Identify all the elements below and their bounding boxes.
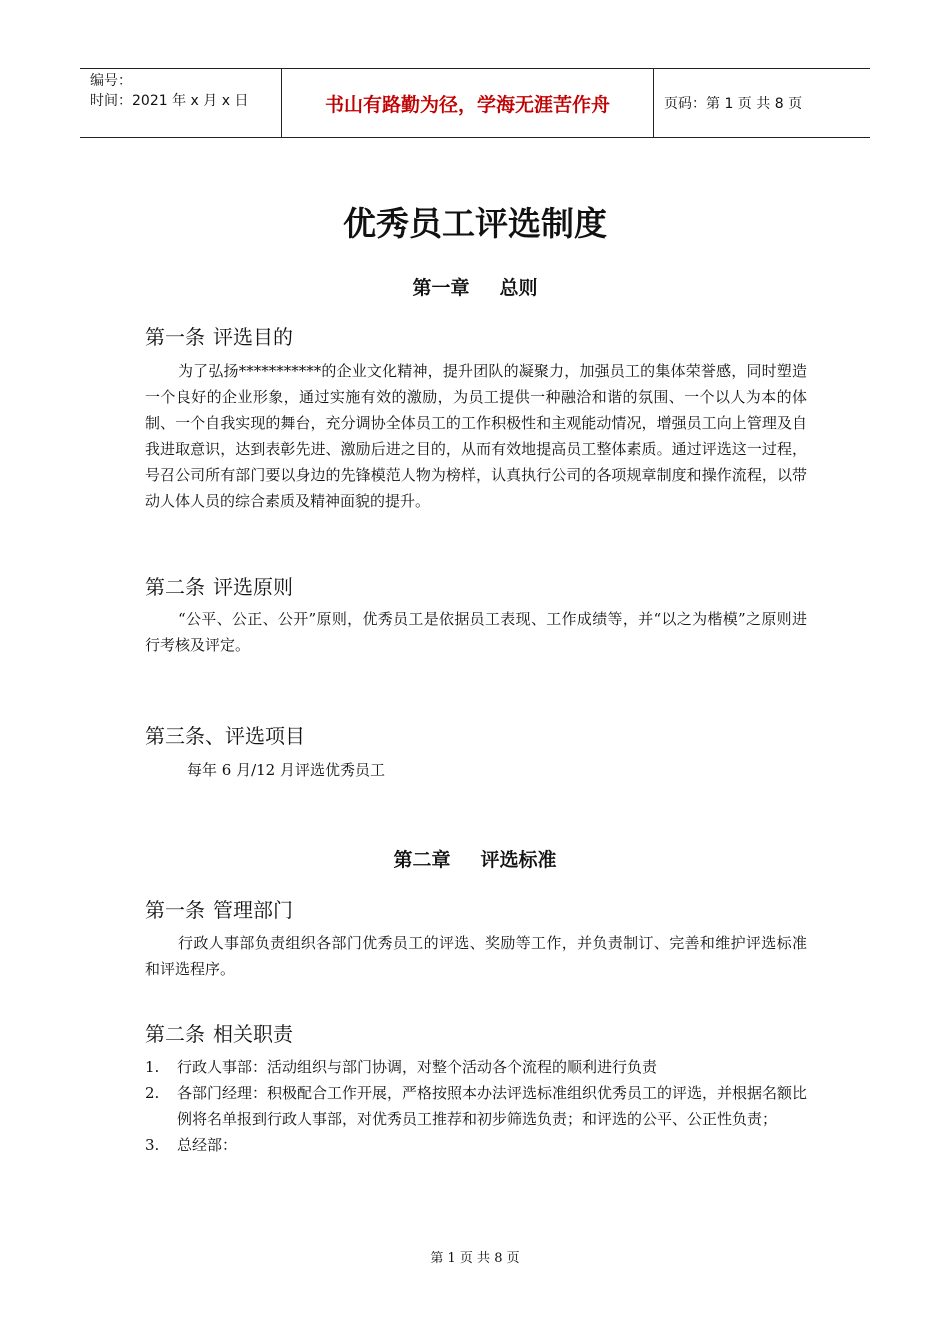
- list-item-text: 行政人事部：活动组织与部门协调，对整个活动各个流程的顺利进行负责: [177, 1058, 658, 1076]
- chapter-2-number: 第二章: [393, 849, 451, 871]
- ch1-article-2-heading: [145, 571, 293, 600]
- ch2-article-1-number: 第一条: [145, 898, 205, 922]
- chapter-2-name: 评选标准: [480, 849, 557, 871]
- header-meta: [80, 69, 281, 137]
- ch2-article-1-text: 行政人事部负责组织各部门优秀员工的评选、奖励等工作，并负责制订、完善和维护评选标准和评选程序。: [145, 934, 807, 978]
- list-item-number: 3.: [145, 1136, 160, 1154]
- page-footer: 第 1 页 共 8 页: [430, 1251, 520, 1266]
- document-title: 优秀员工评选制度: [343, 204, 607, 243]
- document-header: [80, 68, 870, 138]
- ch1-article-2-text: “公平、公正、公开”原则，优秀员工是依据员工表现、工作成绩等，并“以之为楷模”之原则进行考核及评定。: [145, 610, 807, 654]
- time-label: 时间：2021 年 x 月 x 日: [90, 93, 249, 109]
- number-label: 编号：: [90, 73, 132, 89]
- chapter-1-number: 第一章: [412, 277, 470, 299]
- list-item: [145, 1080, 807, 1132]
- responsibility-list: [145, 1054, 807, 1158]
- header-page-label: 页码：第 1 页 共 8 页: [664, 96, 803, 112]
- ch1-article-2-number: 第二条: [145, 575, 205, 599]
- list-item: [145, 1054, 807, 1080]
- ch2-article-1-heading: [145, 894, 293, 923]
- list-item-text: 总经部：: [177, 1136, 238, 1154]
- list-item-number: 2.: [145, 1084, 160, 1102]
- ch2-article-2-number: 第二条: [145, 1022, 205, 1046]
- ch2-article-2-name: 相关职责: [213, 1022, 293, 1046]
- list-item-text: 各部门经理：积极配合工作开展，严格按照本办法评选标准组织优秀员工的评选，并根据名额比例将名单报到行政人事部，对优秀员工推荐和初步筛选负责；和评选的公平、公正性负责；: [177, 1084, 808, 1128]
- chapter-1-heading: [0, 273, 950, 300]
- list-item-number: 1.: [145, 1058, 160, 1076]
- ch2-article-2-heading: [145, 1018, 293, 1047]
- list-item: [145, 1132, 807, 1158]
- header-motto: 书山有路勤为径，学海无涯苦作舟: [281, 69, 654, 137]
- chapter-2-heading: [0, 845, 950, 872]
- ch1-article-3-text: 每年 6 月/12 月评选优秀员工: [187, 761, 385, 779]
- ch1-article-2-name: 评选原则: [213, 575, 293, 599]
- ch2-article-1-name: 管理部门: [213, 898, 293, 922]
- chapter-1-name: 总则: [499, 277, 538, 299]
- ch1-article-1-text: 为了弘扬***********的企业文化精神，提升团队的凝聚力，加强员工的集体荣誉感，同时塑造一个良好的企业形象，通过实施有效的激励，为员工提供一种融洽和谐的氛围、一个以人为本的体制、一个自我实现的舞台，充分调协全体员工的工作积极性和主观能动情况，增强员工向上管理及自我进取意识，达到表彰先进、激励后进之目的，从而有效地提高员工整体素质。通过评选这一过程，号召公司所有部门要以身边的先锋模范人物为榜样，认真执行公司的各项规章制度和操作流程，以带动人体人员的综合素质及精神面貌的提升。: [145, 362, 807, 510]
- ch1-article-3-heading: 第三条、评选项目: [145, 724, 305, 748]
- ch1-article-1-heading: [145, 321, 293, 350]
- ch1-article-1-number: 第一条: [145, 325, 205, 349]
- ch1-article-1-name: 评选目的: [213, 325, 293, 349]
